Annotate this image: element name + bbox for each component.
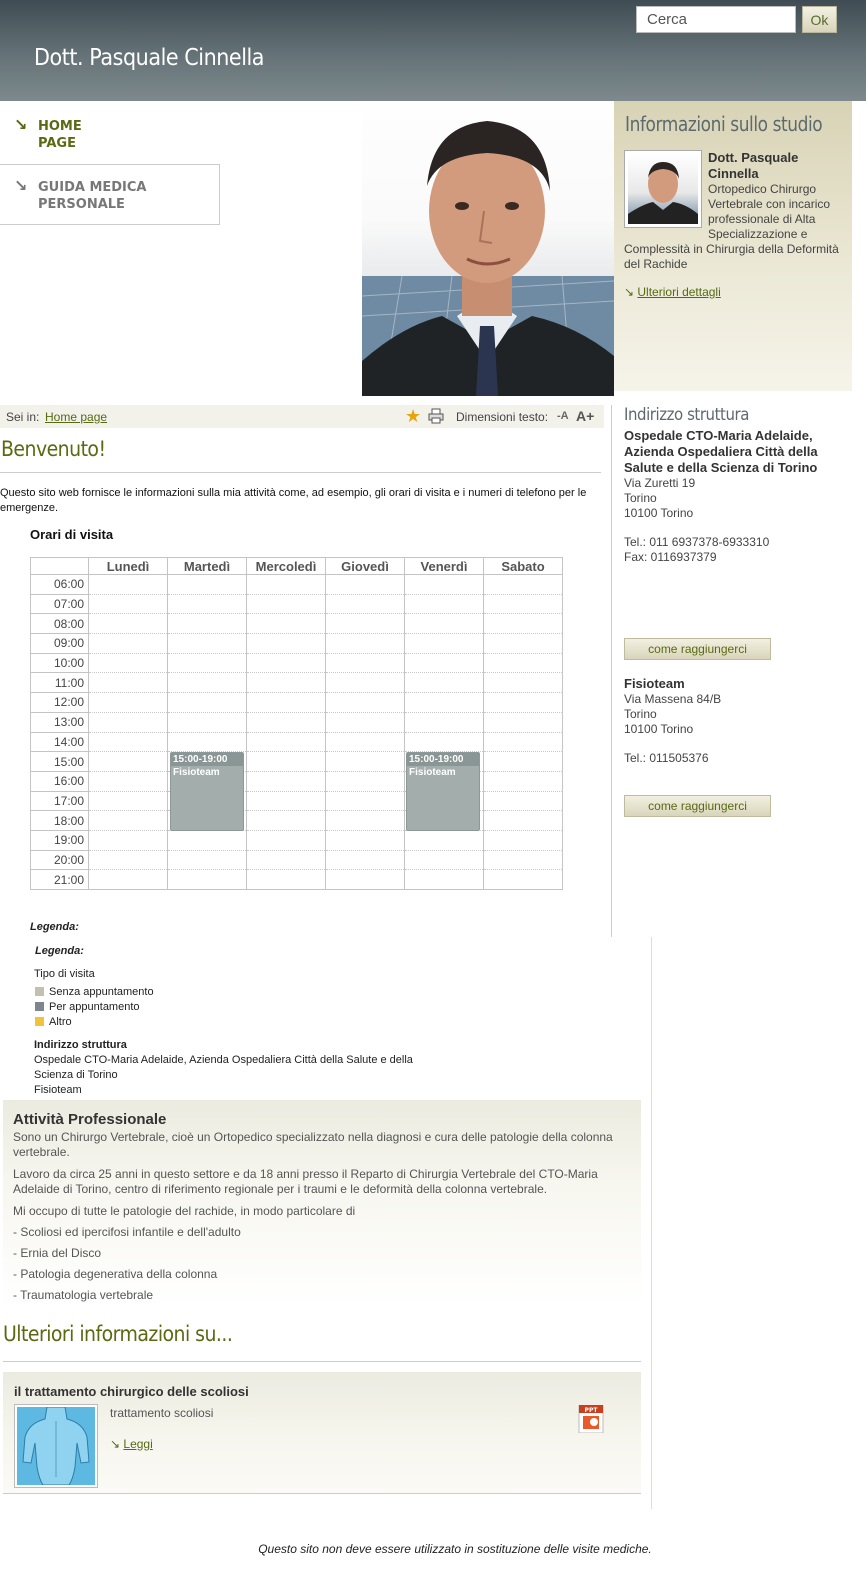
schedule-cell bbox=[247, 594, 326, 614]
schedule-cell bbox=[89, 693, 168, 713]
schedule-cell bbox=[89, 614, 168, 634]
swatch-icon bbox=[35, 1017, 44, 1026]
schedule-time: 21:00 bbox=[31, 870, 89, 890]
schedule-time: 18:00 bbox=[31, 811, 89, 831]
column-divider bbox=[651, 937, 652, 1509]
schedule-cell bbox=[168, 830, 247, 850]
doctor-description: Ortopedico Chirurgo Vertebrale con incarico professionale di Alta Specializzazione e Complessità in Chirurgia della Deformità del Rachide bbox=[624, 182, 839, 271]
schedule-cell bbox=[484, 575, 563, 595]
schedule-cell bbox=[484, 693, 563, 713]
schedule-cell bbox=[326, 830, 405, 850]
site-title[interactable]: Dott. Pasquale Cinnella bbox=[34, 45, 265, 71]
footer-disclaimer: Questo sito non deve essere utilizzato in sostituzione delle visite mediche. bbox=[258, 1542, 652, 1556]
schedule-time: 06:00 bbox=[31, 575, 89, 595]
schedule-cell bbox=[484, 712, 563, 732]
studio-info-box bbox=[614, 101, 852, 391]
schedule-time: 20:00 bbox=[31, 850, 89, 870]
schedule-row bbox=[31, 614, 563, 634]
schedule-row bbox=[31, 653, 563, 673]
schedule-cell bbox=[326, 575, 405, 595]
schedule-cell bbox=[247, 771, 326, 791]
legend-struct-text: Ospedale CTO-Maria Adelaide, Azienda Ospedaliera Città della Salute e della Scienza di Torino Fisioteam bbox=[34, 1054, 413, 1096]
article-subtitle: trattamento scoliosi bbox=[110, 1406, 214, 1420]
schedule-row bbox=[31, 732, 563, 752]
directions-button[interactable]: come raggiungerci bbox=[624, 638, 771, 660]
schedule-cell bbox=[484, 811, 563, 831]
schedule-cell bbox=[89, 575, 168, 595]
schedule-cell bbox=[89, 594, 168, 614]
address-name: Fisioteam bbox=[624, 676, 685, 691]
schedule-cell bbox=[247, 752, 326, 772]
read-more-link[interactable]: ↘ Leggi bbox=[110, 1437, 153, 1451]
legend-item: Per appuntamento bbox=[35, 1001, 140, 1013]
schedule-cell bbox=[89, 811, 168, 831]
schedule-cell bbox=[89, 732, 168, 752]
schedule-cell bbox=[484, 830, 563, 850]
legend-heading: Legenda: bbox=[35, 945, 84, 957]
arrow-down-right-icon: ↘ bbox=[14, 176, 28, 195]
address-street: Via Zuretti 19 bbox=[624, 476, 696, 490]
schedule-cell bbox=[405, 594, 484, 614]
schedule-cell bbox=[247, 870, 326, 890]
schedule-time: 14:00 bbox=[31, 732, 89, 752]
breadcrumb bbox=[0, 405, 604, 428]
schedule-cell bbox=[405, 712, 484, 732]
schedule-corner bbox=[31, 558, 89, 575]
address-name: Ospedale CTO-Maria Adelaide, Azienda Ospedaliera Città della Salute e della Scienza di Torino bbox=[624, 428, 818, 475]
schedule-cell bbox=[484, 752, 563, 772]
address-street: Via Massena 84/B bbox=[624, 692, 722, 706]
schedule-time: 12:00 bbox=[31, 693, 89, 713]
schedule-time: 17:00 bbox=[31, 791, 89, 811]
studio-info-title: Informazioni sullo studio bbox=[625, 112, 823, 136]
schedule-cell bbox=[405, 850, 484, 870]
schedule-time: 10:00 bbox=[31, 653, 89, 673]
doctor-name: Dott. Pasquale Cinnella bbox=[708, 150, 799, 181]
breadcrumb-label: Sei in: bbox=[6, 410, 40, 424]
schedule-cell bbox=[405, 614, 484, 634]
schedule-time: 13:00 bbox=[31, 712, 89, 732]
schedule-cell bbox=[405, 653, 484, 673]
search-button[interactable]: Ok bbox=[802, 6, 837, 33]
activity-paragraph: Mi occupo di tutte le patologie del rachide, in modo particolare di bbox=[13, 1204, 356, 1218]
arrow-down-right-icon: ↘ bbox=[14, 115, 28, 134]
schedule-row bbox=[31, 693, 563, 713]
legend-struct-heading: Indirizzo struttura bbox=[34, 1039, 127, 1051]
schedule-cell bbox=[484, 771, 563, 791]
ppt-file-icon[interactable] bbox=[578, 1405, 604, 1433]
schedule-cell bbox=[247, 575, 326, 595]
schedule-cell bbox=[89, 752, 168, 772]
list-item: - Scoliosi ed ipercifosi infantile e dell'adulto bbox=[13, 1225, 241, 1239]
schedule-cell bbox=[168, 673, 247, 693]
schedule-cell bbox=[484, 850, 563, 870]
legend-item: Altro bbox=[35, 1016, 72, 1028]
schedule-cell bbox=[247, 850, 326, 870]
schedule-cell bbox=[484, 791, 563, 811]
schedule-cell bbox=[89, 791, 168, 811]
schedule-cell bbox=[405, 732, 484, 752]
schedule-row bbox=[31, 712, 563, 732]
schedule-cell bbox=[247, 614, 326, 634]
schedule-cell bbox=[168, 575, 247, 595]
appointment-block[interactable]: 15:00-19:00 Fisioteam bbox=[170, 752, 244, 831]
breadcrumb-home-link[interactable]: Home page bbox=[45, 410, 108, 424]
schedule-cell bbox=[168, 712, 247, 732]
schedule-cell bbox=[326, 850, 405, 870]
schedule-cell bbox=[326, 732, 405, 752]
schedule-cell bbox=[405, 673, 484, 693]
schedule-row bbox=[31, 771, 563, 791]
swatch-icon bbox=[35, 1002, 44, 1011]
schedule-cell bbox=[247, 811, 326, 831]
schedule-time: 08:00 bbox=[31, 614, 89, 634]
schedule-row bbox=[31, 870, 563, 890]
schedule-cell bbox=[484, 634, 563, 654]
schedule-cell bbox=[247, 693, 326, 713]
schedule-cell bbox=[247, 791, 326, 811]
schedule-cell bbox=[326, 653, 405, 673]
schedule-cell bbox=[405, 693, 484, 713]
schedule-cell bbox=[247, 634, 326, 654]
schedule-cell bbox=[484, 673, 563, 693]
more-details-link[interactable]: ↘ Ulteriori dettagli bbox=[624, 285, 721, 299]
schedule-cell bbox=[89, 870, 168, 890]
svg-text:PPT: PPT bbox=[584, 1407, 598, 1414]
schedule-row bbox=[31, 575, 563, 595]
schedule-cell bbox=[326, 870, 405, 890]
address-tel: Tel.: 011 6937378-6933310 bbox=[624, 535, 770, 549]
schedule-row bbox=[31, 850, 563, 870]
schedule-time: 16:00 bbox=[31, 771, 89, 791]
schedule-cell bbox=[89, 712, 168, 732]
activity-title: Attività Professionale bbox=[13, 1111, 167, 1128]
schedule-time: 15:00 bbox=[31, 752, 89, 772]
list-item: - Ernia del Disco bbox=[13, 1246, 102, 1260]
schedule-day-header: Martedì bbox=[168, 558, 247, 575]
page-title: Benvenuto! bbox=[1, 437, 106, 461]
schedule-cell bbox=[247, 732, 326, 752]
schedule-cell bbox=[405, 634, 484, 654]
column-divider bbox=[611, 405, 612, 937]
legend-heading: Legenda: bbox=[30, 921, 79, 933]
list-item: - Patologia degenerativa della colonna bbox=[13, 1267, 218, 1281]
schedule-cell bbox=[89, 850, 168, 870]
activity-paragraph: Lavoro da circa 25 anni in questo settore e da 18 anni presso il Reparto di Chirurgia Vertebrale del CTO-Maria Adelaide di Torino, centro di riferimento regionale per i traumi e le deformità della colonna vertebrale. bbox=[13, 1167, 598, 1196]
schedule-row bbox=[31, 811, 563, 831]
schedule-day-header: Mercoledì bbox=[247, 558, 326, 575]
schedule-day-header: Giovedì bbox=[326, 558, 405, 575]
schedule-cell bbox=[89, 771, 168, 791]
schedule-row bbox=[31, 752, 563, 772]
schedule-time: 07:00 bbox=[31, 594, 89, 614]
schedule-cell bbox=[405, 575, 484, 595]
schedule-cell bbox=[247, 830, 326, 850]
schedule-cell bbox=[326, 752, 405, 772]
schedule-cell bbox=[326, 791, 405, 811]
swatch-icon bbox=[35, 987, 44, 996]
schedule-title: Orari di visita bbox=[30, 527, 114, 542]
schedule-cell bbox=[89, 634, 168, 654]
schedule-table bbox=[30, 557, 563, 890]
schedule-cell bbox=[405, 830, 484, 850]
schedule-cell bbox=[326, 673, 405, 693]
schedule-cell bbox=[484, 594, 563, 614]
schedule-day-header: Venerdì bbox=[405, 558, 484, 575]
address-city: Torino bbox=[624, 491, 657, 505]
schedule-day-header: Lunedì bbox=[89, 558, 168, 575]
divider bbox=[3, 1361, 641, 1362]
list-item: - Traumatologia vertebrale bbox=[13, 1288, 154, 1302]
nav-item-guida-medica[interactable] bbox=[0, 164, 220, 225]
schedule-cell bbox=[326, 771, 405, 791]
schedule-day-header: Sabato bbox=[484, 558, 563, 575]
schedule-row bbox=[31, 634, 563, 654]
schedule-time: 19:00 bbox=[31, 830, 89, 850]
nav-item-label: GUIDA MEDICA PERSONALE bbox=[38, 180, 147, 212]
schedule-cell bbox=[326, 614, 405, 634]
intro-text: Questo sito web fornisce le informazioni sulla mia attività come, ad esempio, gli orari di visita e i numeri di telefono per le emergenze. bbox=[0, 487, 587, 514]
schedule-cell bbox=[247, 673, 326, 693]
schedule-cell bbox=[326, 634, 405, 654]
schedule-cell bbox=[168, 594, 247, 614]
appointment-block[interactable]: 15:00-19:00 Fisioteam bbox=[406, 752, 480, 831]
nav-item-home[interactable] bbox=[0, 116, 220, 162]
schedule-row bbox=[31, 673, 563, 693]
schedule-cell bbox=[168, 653, 247, 673]
decrease-text-button[interactable]: -A bbox=[557, 410, 569, 422]
schedule-cell bbox=[89, 830, 168, 850]
schedule-row bbox=[31, 830, 563, 850]
schedule-cell bbox=[484, 870, 563, 890]
doctor-portrait bbox=[362, 101, 614, 396]
schedule-cell bbox=[168, 614, 247, 634]
schedule-cell bbox=[168, 732, 247, 752]
schedule-cell bbox=[247, 712, 326, 732]
increase-text-button[interactable]: A+ bbox=[576, 408, 595, 424]
more-info-title: Ulteriori informazioni su... bbox=[3, 1322, 233, 1346]
activity-paragraph: Sono un Chirurgo Vertebrale, cioè un Ortopedico specializzato nella diagnosi e cura delle patologie della colonna vertebrale. bbox=[13, 1130, 613, 1159]
text-size-label: Dimensioni testo: bbox=[456, 410, 549, 424]
address-tel: Tel.: 011505376 bbox=[624, 751, 709, 765]
schedule-cell bbox=[89, 653, 168, 673]
schedule-cell bbox=[484, 614, 563, 634]
schedule-cell bbox=[247, 653, 326, 673]
address-zip: 10100 Torino bbox=[624, 506, 694, 520]
article-title[interactable]: il trattamento chirurgico delle scoliosi bbox=[14, 1384, 249, 1399]
address-title: Indirizzo struttura bbox=[624, 405, 749, 425]
search-input[interactable] bbox=[636, 6, 796, 33]
schedule-time: 09:00 bbox=[31, 634, 89, 654]
printer-icon[interactable] bbox=[428, 408, 444, 424]
schedule-cell bbox=[168, 870, 247, 890]
schedule-cell bbox=[168, 634, 247, 654]
legend-subtitle: Tipo di visita bbox=[34, 968, 95, 980]
schedule-cell bbox=[326, 712, 405, 732]
schedule-cell bbox=[326, 693, 405, 713]
schedule-time: 11:00 bbox=[31, 673, 89, 693]
address-fax: Fax: 0116937379 bbox=[624, 550, 717, 564]
schedule-cell bbox=[168, 693, 247, 713]
schedule-cell bbox=[405, 870, 484, 890]
professional-activity-box bbox=[3, 1100, 641, 1308]
legend-item: Senza appuntamento bbox=[35, 986, 154, 998]
schedule-row bbox=[31, 594, 563, 614]
schedule-row bbox=[31, 791, 563, 811]
star-icon[interactable]: ★ bbox=[405, 406, 422, 426]
site-header bbox=[0, 0, 866, 101]
directions-button[interactable]: come raggiungerci bbox=[624, 795, 771, 817]
schedule-cell bbox=[326, 811, 405, 831]
schedule-cell bbox=[484, 653, 563, 673]
schedule-cell bbox=[326, 594, 405, 614]
address-zip: 10100 Torino bbox=[624, 722, 694, 736]
nav-item-label: HOME PAGE bbox=[38, 119, 82, 151]
schedule-cell bbox=[484, 732, 563, 752]
schedule-cell bbox=[168, 850, 247, 870]
divider bbox=[0, 472, 601, 473]
article-card bbox=[3, 1372, 641, 1494]
schedule-cell bbox=[89, 673, 168, 693]
article-thumbnail[interactable] bbox=[14, 1404, 98, 1488]
address-city: Torino bbox=[624, 707, 657, 721]
